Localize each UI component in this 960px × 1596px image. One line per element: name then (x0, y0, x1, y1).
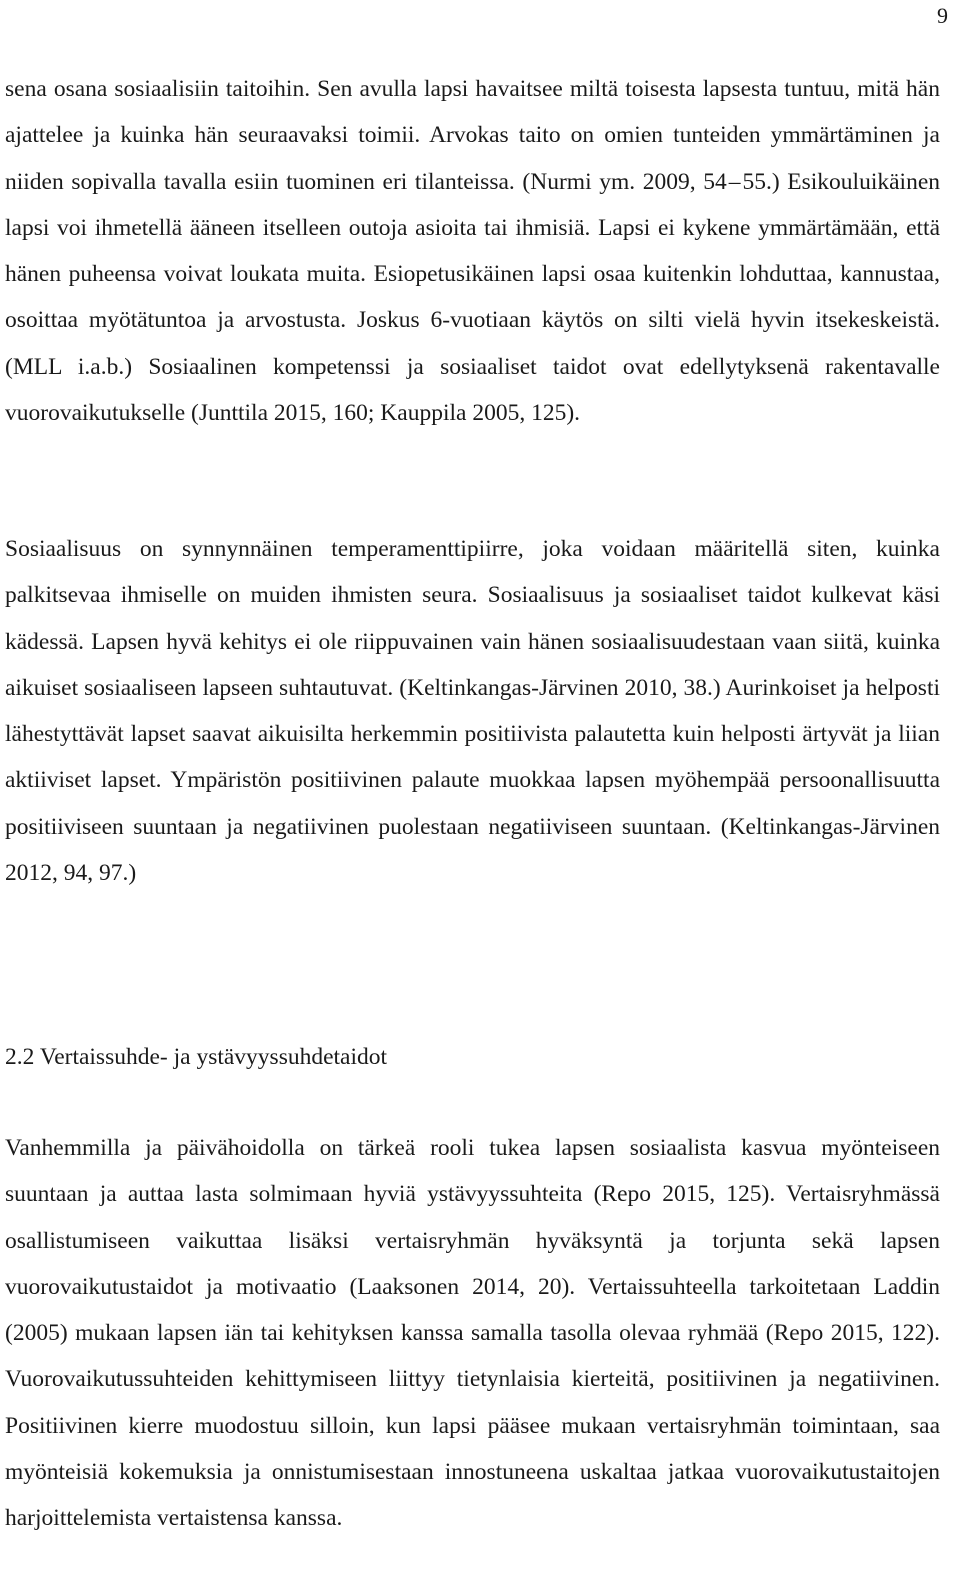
paragraph-3: Vanhemmilla ja päivähoidolla on tärkeä rooli tukea lapsen sosiaalista kasvua myönteiseen suuntaan ja auttaa lasta solmimaan hyviä ystävyyssuhteita (Repo 2015, 125). Vertaisryhmässä osallistumiseen vaikuttaa lisäksi vertaisryhmän hyväksyntä ja torjunta sekä lapsen vuorovaikutustaidot ja motivaatio (Laaksonen 2014, 20). Vertaissuhteella tarkoitetaan Laddin (2005) mukaan lapsen iän tai kehityksen kanssa samalla tasolla olevaa ryhmää (Repo 2015, 122). Vuorovaikutussuhteiden kehittymiseen liittyy tietynlaisia kierteitä, positiivinen ja negatiivinen. Positiivinen kierre muodostuu silloin, kun lapsi pääsee mukaan vertaisryhmän toimintaan, saa myönteisiä kokemuksia ja onnistumisestaan innostuneena uskaltaa jatkaa vuorovaikutustaitojen harjoittelemista vertaistensa kanssa. (5, 1135, 940, 1532)
paragraph-2: Sosiaalisuus on synnynnäinen temperamenttipiirre, joka voidaan määritellä siten, kuinka palkitsevaa ihmiselle on muiden ihmisten seura. Sosiaalisuus ja sosiaaliset taidot kulkevat käsi kädessä. Lapsen hyvä kehitys ei ole riippuvainen vain hänen sosiaalisuudestaan vaan siitä, kuinka aikuiset sosiaaliseen lapseen suhtautuvat. (Keltinkangas-Järvinen 2010, 38.) Aurinkoiset ja helposti lähestyttävät lapset saavat aikuisilta herkemmin positiivista palautetta kuin helposti ärtyvät ja liian aktiiviset lapset. Ympäristön positiivinen palaute muokkaa lapsen myöhempää persoonallisuutta positiiviseen suuntaan ja negatiivinen puolestaan negatiiviseen suuntaan. (Keltinkangas-Järvinen 2012, 94, 97.) (5, 536, 940, 887)
paragraph-1: sena osana sosiaalisiin taitoihin. Sen avulla lapsi havaitsee miltä toisesta lapsesta tuntuu, mitä hän ajattelee ja kuinka hän seuraavaksi toimii. Arvokas taito on omien tunteiden ymmärtäminen ja niiden sopivalla tavalla esiin tuominen eri tilanteissa. (Nurmi ym. 2009, 54 – 55.) Esikouluikäinen lapsi voi ihmetellä ääneen itselleen outoja asioita tai ihmisiä. Lapsi ei kykene ymmärtämään, että hänen puheensa voivat loukata muita. Esiopetusikäinen lapsi osaa kuitenkin lohduttaa, kannustaa, osoittaa myötätuntoa ja arvostusta. Joskus 6-vuotiaan käytös on silti vielä hyvin itsekeskeistä. (MLL i.a.b.) Sosiaalinen kompetenssi ja sosiaaliset taidot ovat edellytyksenä rakentavalle vuorovaikutukselle (Junttila 2015, 160; Kauppila 2005, 125). (5, 76, 940, 427)
page-number: 9 (937, 3, 948, 28)
section-heading: 2.2 Vertaissuhde- ja ystävyyssuhdetaidot (5, 1044, 388, 1070)
